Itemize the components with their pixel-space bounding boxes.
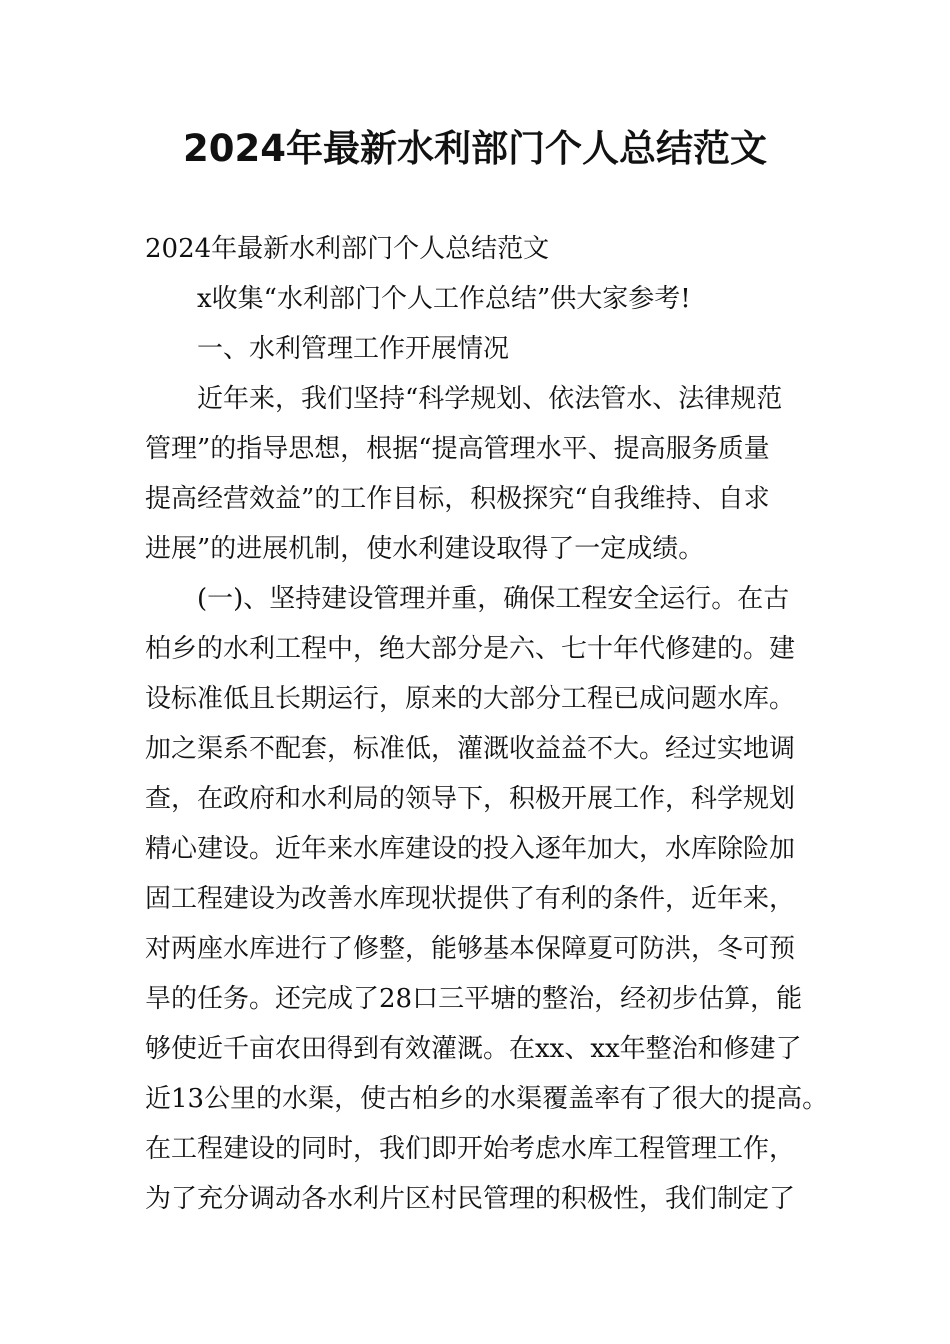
paragraph-line: 查，在政府和水利局的领导下，积极开展工作，科学规划 (145, 784, 796, 814)
paragraph-line: 管理”的指导思想，根据“提高管理水平、提高服务质量 (145, 434, 770, 464)
paragraph-line: 旱的任务。还完成了28口三平塘的整治，经初步估算，能 (145, 984, 803, 1014)
document-title: 2024年最新水利部门个人总结范文 (183, 127, 767, 170)
paragraph-line: 固工程建设为改善水库现状提供了有利的条件，近年来， (145, 884, 796, 914)
document-body (145, 224, 829, 1224)
paragraph-line: 设标准低且长期运行，原来的大部分工程已成问题水库。 (145, 684, 796, 714)
paragraph-line: 对两座水库进行了修整，能够基本保障夏可防洪，冬可预 (145, 934, 796, 964)
paragraph-line: 在工程建设的同时，我们即开始考虑水库工程管理工作， (145, 1134, 796, 1164)
paragraph-line: (一)、坚持建设管理并重，确保工程安全运行。在古 (197, 584, 790, 614)
paragraph-line: 近13公里的水渠，使古柏乡的水渠覆盖率有了很大的提高。 (145, 1084, 829, 1114)
paragraph-line: 为了充分调动各水利片区村民管理的积极性，我们制定了 (145, 1184, 796, 1214)
paragraph-line: x收集“水利部门个人工作总结”供大家参考! (197, 284, 691, 314)
paragraph-line: 近年来，我们坚持“科学规划、依法管水、法律规范 (197, 384, 783, 414)
paragraph-line: 进展”的进展机制，使水利建设取得了一定成绩。 (145, 534, 705, 564)
paragraph-line: 2024年最新水利部门个人总结范文 (145, 234, 550, 264)
paragraph-line: 够使近千亩农田得到有效灌溉。在xx、xx年整治和修建了 (145, 1034, 802, 1064)
paragraph-line: 一、水利管理工作开展情况 (197, 334, 510, 364)
paragraph-line: 精心建设。近年来水库建设的投入逐年加大，水库除险加 (145, 834, 796, 864)
paragraph-line: 柏乡的水利工程中，绝大部分是六、七十年代修建的。建 (145, 634, 796, 664)
paragraph-line: 加之渠系不配套，标准低，灌溉收益益不大。经过实地调 (145, 734, 796, 764)
paragraph-line: 提高经营效益”的工作目标，积极探究“自我维持、自求 (145, 484, 770, 514)
